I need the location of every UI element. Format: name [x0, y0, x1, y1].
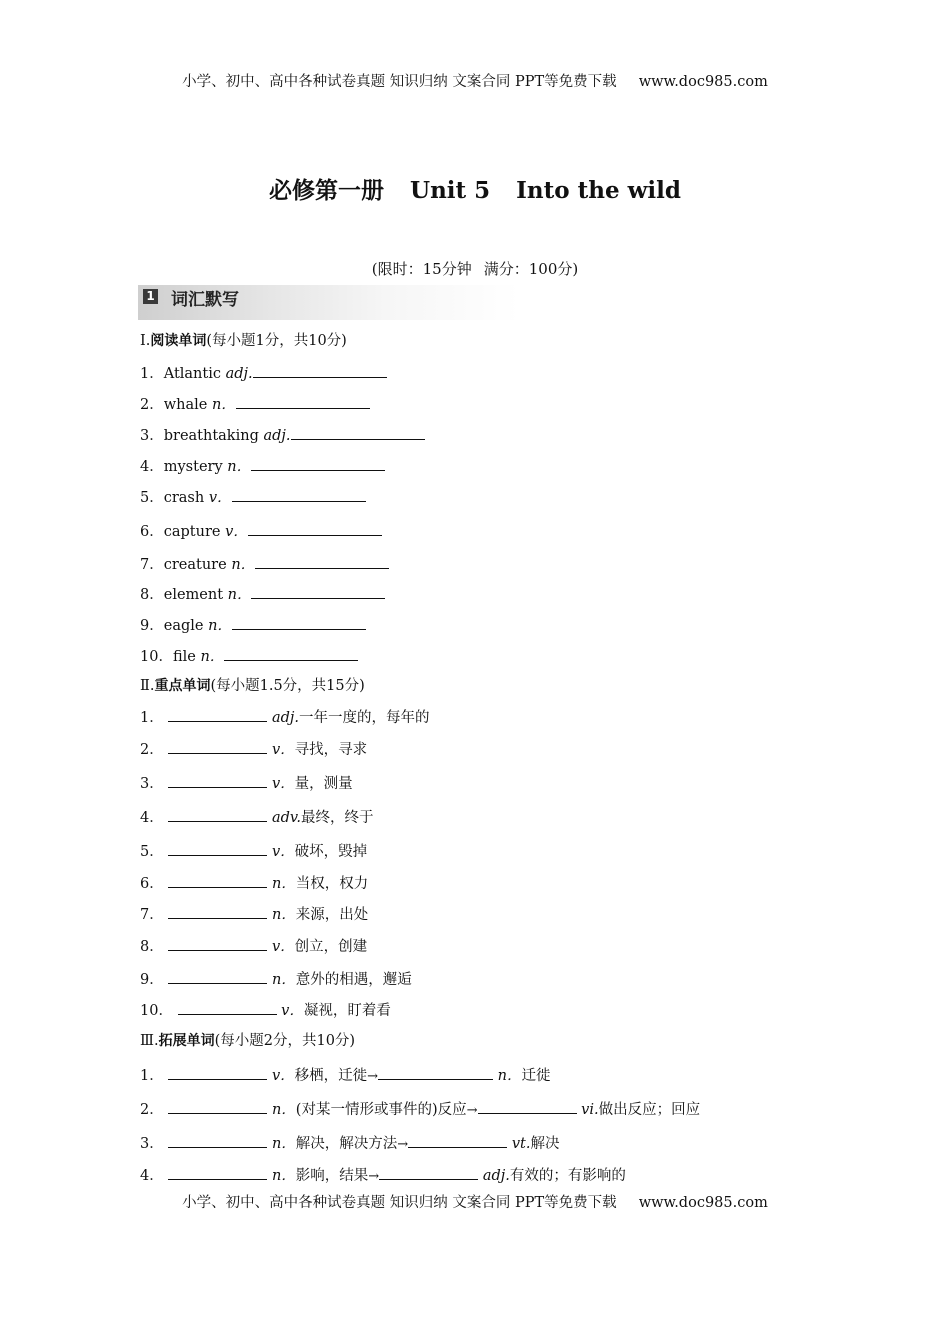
answer-blank[interactable]	[168, 773, 267, 788]
list-item: 9．eagle n．	[140, 615, 366, 635]
answer-blank[interactable]	[168, 1165, 267, 1180]
list-item: 3． v．量，测量	[140, 773, 353, 793]
list-item: 1．Atlantic adj.	[140, 363, 387, 383]
answer-blank[interactable]	[291, 425, 425, 440]
list-item: 6．capture v．	[140, 521, 382, 541]
answer-blank[interactable]	[168, 807, 267, 822]
answer-blank[interactable]	[168, 936, 267, 951]
list-item: 1． v．移栖，迁徙→ n．迁徙	[140, 1065, 551, 1086]
section-3-note: (每小题2分，共10分)	[214, 1033, 356, 1049]
arrow-icon: →	[367, 1069, 379, 1084]
page-header	[0, 70, 950, 91]
time-limit-score: 满分：100分)	[483, 260, 579, 278]
answer-blank[interactable]	[248, 521, 382, 536]
section-2-heading: Ⅱ.重点单词(每小题1.5分，共15分)	[140, 678, 365, 694]
list-item: 5．crash v．	[140, 487, 366, 507]
section-1-heading: Ⅰ.阅读单词(每小题1分，共10分)	[140, 333, 347, 349]
banner-number-icon: 1	[143, 289, 158, 304]
answer-blank[interactable]	[232, 487, 366, 502]
answer-blank[interactable]	[251, 456, 385, 471]
answer-blank[interactable]	[224, 646, 358, 661]
answer-blank[interactable]	[168, 1099, 267, 1114]
page-title	[0, 172, 950, 205]
answer-blank[interactable]	[253, 363, 387, 378]
answer-blank[interactable]	[255, 554, 389, 569]
footer-site-link[interactable]: www.doc985.com	[638, 1195, 768, 1211]
answer-blank[interactable]	[478, 1099, 577, 1114]
answer-blank[interactable]	[168, 707, 267, 722]
section-banner	[138, 285, 519, 320]
answer-blank[interactable]	[168, 841, 267, 856]
list-item: 2． n．(对某一情形或事件的)反应→ vi.做出反应；回应	[140, 1099, 700, 1120]
list-item: 7．creature n．	[140, 554, 389, 574]
title-book: 必修第一册	[269, 177, 385, 204]
list-item: 4． adv.最终，终于	[140, 807, 373, 827]
section-2-note: (每小题1.5分，共15分)	[210, 678, 365, 694]
section-2-label: 重点单词	[154, 678, 211, 694]
list-item: 5． v．破坏，毁掉	[140, 841, 367, 861]
list-item: 3． n．解决，解决方法→ vt.解决	[140, 1133, 559, 1154]
time-limit	[0, 258, 950, 279]
title-unit: Unit 5	[410, 177, 491, 204]
section-1-note: (每小题1分，共10分)	[206, 333, 347, 349]
list-item: 8． v．创立，创建	[140, 936, 367, 956]
banner-label: 词汇默写	[171, 290, 239, 310]
answer-blank[interactable]	[168, 1065, 267, 1080]
list-item: 2． v．寻找，寻求	[140, 739, 367, 759]
list-item: 7． n．来源，出处	[140, 904, 368, 924]
answer-blank[interactable]	[251, 584, 385, 599]
list-item: 3．breathtaking adj.	[140, 425, 425, 445]
list-item: 6． n．当权，权力	[140, 873, 368, 893]
answer-blank[interactable]	[379, 1165, 478, 1180]
answer-blank[interactable]	[378, 1065, 493, 1080]
list-item: 8．element n．	[140, 584, 385, 604]
answer-blank[interactable]	[168, 969, 267, 984]
answer-blank[interactable]	[178, 1000, 277, 1015]
list-item: 4．mystery n．	[140, 456, 385, 476]
list-item: 10．file n．	[140, 646, 358, 666]
answer-blank[interactable]	[168, 873, 267, 888]
list-item: 9． n．意外的相遇，邂逅	[140, 969, 412, 989]
list-item: 10． v．凝视，盯着看	[140, 1000, 391, 1020]
arrow-icon: →	[397, 1137, 409, 1152]
list-item: 2．whale n．	[140, 394, 370, 414]
arrow-icon: →	[466, 1103, 478, 1118]
title-name: Into the wild	[516, 177, 681, 204]
answer-blank[interactable]	[168, 739, 267, 754]
answer-blank[interactable]	[408, 1133, 507, 1148]
section-1-label: 阅读单词	[150, 333, 207, 349]
arrow-icon: →	[368, 1169, 380, 1184]
answer-blank[interactable]	[168, 904, 267, 919]
list-item: 4． n．影响，结果→ adj.有效的；有影响的	[140, 1165, 626, 1186]
list-item: 1． adj.一年一度的，每年的	[140, 707, 430, 727]
section-3-heading: Ⅲ.拓展单词(每小题2分，共10分)	[140, 1033, 356, 1049]
header-text: 小学、初中、高中各种试卷真题 知识归纳 文案合同 PPT等免费下载	[182, 74, 617, 90]
header-site-link[interactable]: www.doc985.com	[638, 74, 768, 90]
answer-blank[interactable]	[236, 394, 370, 409]
answer-blank[interactable]	[232, 615, 366, 630]
section-3-label: 拓展单词	[158, 1033, 215, 1049]
footer-text: 小学、初中、高中各种试卷真题 知识归纳 文案合同 PPT等免费下载	[182, 1195, 617, 1211]
page-footer	[0, 1191, 950, 1212]
time-limit-time: (限时：15分钟	[371, 260, 472, 278]
answer-blank[interactable]	[168, 1133, 267, 1148]
